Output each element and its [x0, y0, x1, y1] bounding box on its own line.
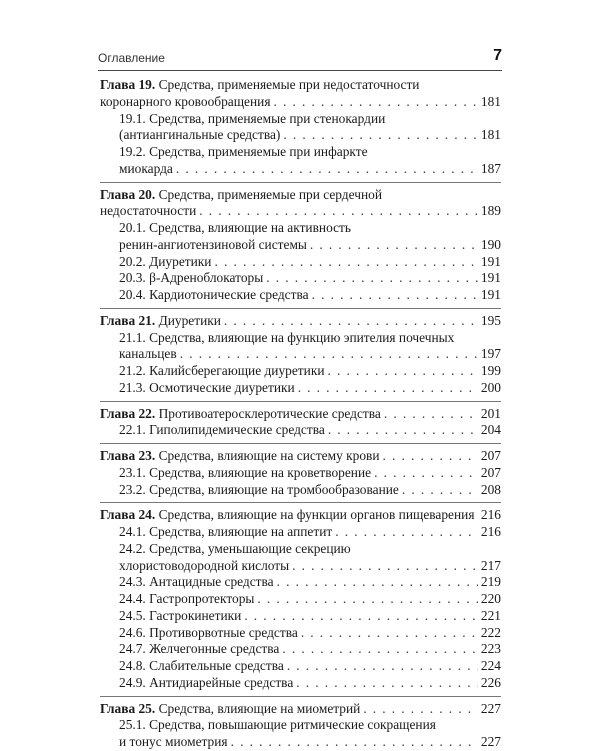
- section-title: 24.4. Гастропротекторы: [119, 591, 254, 608]
- dot-leader: [296, 675, 478, 692]
- page-ref: 200: [481, 380, 501, 397]
- dot-leader: [301, 625, 478, 642]
- chapter-number: Глава 20.: [100, 187, 155, 202]
- page-ref: 189: [481, 203, 501, 220]
- section-title: 21.1. Средства, влияющие на функцию эпителия почечных: [119, 330, 454, 347]
- section-title: 24.6. Противорвотные средства: [119, 625, 298, 642]
- page-ref: 226: [481, 675, 501, 692]
- page-ref: 181: [481, 127, 501, 144]
- page-ref: 223: [481, 641, 501, 658]
- toc-section-24-2[interactable]: [100, 541, 501, 575]
- section-title: 24.2. Средства, уменьшающие секрецию: [119, 541, 351, 558]
- dot-leader: [374, 465, 478, 482]
- section-title: 23.1. Средства, влияющие на кроветворение: [119, 465, 371, 482]
- toc-section-24-7[interactable]: [100, 641, 501, 658]
- dot-leader: [312, 287, 478, 304]
- toc-section-25-1[interactable]: [100, 717, 501, 751]
- dot-leader: [363, 701, 478, 718]
- section-title-cont: ренин-ангиотензиновой системы: [119, 237, 307, 254]
- toc-section-21-3[interactable]: [100, 380, 501, 397]
- section-title-cont: (антиангинальные средства): [119, 127, 280, 144]
- toc-section-24-1[interactable]: [100, 524, 501, 541]
- page-ref: 195: [481, 313, 501, 330]
- page-ref: 199: [481, 363, 501, 380]
- chapter-title: Средства, применяемые при сердечной: [159, 187, 382, 202]
- page-ref: 220: [481, 591, 501, 608]
- page-number: 7: [493, 47, 502, 65]
- page-ref: 191: [481, 254, 501, 271]
- page-ref: 187: [481, 161, 501, 178]
- chapter-number: Глава 23.: [100, 448, 155, 463]
- chapter-number: Глава 22.: [100, 406, 155, 421]
- section-title: 19.2. Средства, применяемые при инфаркте: [119, 144, 368, 161]
- chapter-number: Глава 24.: [100, 507, 155, 522]
- chapter-title-cont: недостаточности: [100, 203, 196, 220]
- section-title: 20.4. Кардиотонические средства: [119, 287, 309, 304]
- page-ref: 227: [481, 734, 501, 751]
- section-title: 20.1. Средства, влияющие на активность: [119, 220, 351, 237]
- page-ref: 224: [481, 658, 501, 675]
- chapter-title: Средства, применяемые при недостаточности: [159, 77, 420, 92]
- chapter-title: Средства, влияющие на функции органов пищеварения: [159, 507, 475, 522]
- section-title: 21.2. Калийсберегающие диуретики: [119, 363, 325, 380]
- dot-leader: [298, 380, 478, 397]
- page-ref: 222: [481, 625, 501, 642]
- toc-section-24-6[interactable]: [100, 625, 501, 642]
- dot-leader: [277, 574, 478, 591]
- dot-leader: [335, 524, 478, 541]
- section-title-cont: миокарда: [119, 161, 173, 178]
- dot-leader: [231, 734, 478, 751]
- chapter-title: Средства, влияющие на миометрий: [159, 701, 361, 716]
- page-ref: 208: [481, 482, 501, 499]
- section-title: 24.1. Средства, влияющие на аппетит: [119, 524, 332, 541]
- chapter-title: Противоатеросклеротические средства: [159, 406, 381, 421]
- toc-section-19-2[interactable]: [100, 144, 501, 178]
- dot-leader: [310, 237, 478, 254]
- section-title: 24.5. Гастрокинетики: [119, 608, 241, 625]
- dot-leader: [283, 127, 478, 144]
- toc-section-23-2[interactable]: [100, 482, 501, 499]
- page-ref: 207: [481, 448, 501, 465]
- toc-chapter-23[interactable]: [100, 448, 501, 465]
- section-title: 24.9. Антидиарейные средства: [119, 675, 293, 692]
- chapter-title-cont: коронарного кровообращения: [100, 94, 271, 111]
- chapter-title: Диуретики: [159, 313, 221, 328]
- chapter-number: Глава 21.: [100, 313, 155, 328]
- section-title: 23.2. Средства, влияющие на тромбообразование: [119, 482, 399, 499]
- page-ref: 191: [481, 287, 501, 304]
- page-ref: 191: [481, 270, 501, 287]
- toc-section-19-1[interactable]: [100, 111, 501, 145]
- chapter-title: Средства, влияющие на систему крови: [159, 448, 380, 463]
- toc-section-24-5[interactable]: [100, 608, 501, 625]
- dot-leader: [176, 161, 478, 178]
- page-ref: 216: [481, 524, 501, 541]
- toc-section-24-4[interactable]: [100, 591, 501, 608]
- page-ref: 181: [481, 94, 501, 111]
- toc-section-20-1[interactable]: [100, 220, 501, 254]
- section-title-cont: канальцев: [119, 346, 177, 363]
- dot-leader: [402, 482, 478, 499]
- running-header-section: Оглавление: [98, 51, 165, 65]
- section-title: 24.3. Антацидные средства: [119, 574, 274, 591]
- page-ref: 204: [481, 422, 501, 439]
- dot-leader: [244, 608, 478, 625]
- toc-section-24-8[interactable]: [100, 658, 501, 675]
- page-ref: 197: [481, 346, 501, 363]
- section-title: 22.1. Гиполипидемические средства: [119, 422, 325, 439]
- toc-section-24-3[interactable]: [100, 574, 501, 591]
- dot-leader: [328, 363, 478, 380]
- dot-leader: [214, 254, 477, 271]
- toc-section-20-3[interactable]: [100, 270, 501, 287]
- toc-chapter-24[interactable]: [100, 507, 501, 524]
- page-ref: 190: [481, 237, 501, 254]
- section-title: 24.7. Желчегонные средства: [119, 641, 279, 658]
- dot-leader: [282, 641, 478, 658]
- dot-leader: [328, 422, 478, 439]
- section-title: 20.2. Диуретики: [119, 254, 211, 271]
- section-title: 24.8. Слабительные средства: [119, 658, 284, 675]
- toc-chapter-20[interactable]: [100, 187, 501, 221]
- page-ref: 221: [481, 608, 501, 625]
- section-title: 25.1. Средства, повышающие ритмические сокращения: [119, 717, 436, 734]
- toc-chapter-25[interactable]: [100, 701, 501, 718]
- table-of-contents: [100, 77, 501, 751]
- section-title: 20.3. β-Адреноблокаторы: [119, 270, 263, 287]
- dot-leader: [292, 558, 478, 575]
- chapter-number: Глава 19.: [100, 77, 155, 92]
- toc-section-20-4[interactable]: [100, 287, 501, 304]
- toc-section-22-1[interactable]: [100, 422, 501, 439]
- section-title-cont: хлористоводородной кислоты: [119, 558, 289, 575]
- dot-leader: [257, 591, 478, 608]
- dot-leader: [180, 346, 478, 363]
- page-ref: 201: [481, 406, 501, 423]
- toc-section-21-2[interactable]: [100, 363, 501, 380]
- toc-chapter-19[interactable]: [100, 77, 501, 111]
- header-rule: [98, 70, 502, 71]
- toc-section-24-9[interactable]: [100, 675, 501, 692]
- dot-leader: [199, 203, 478, 220]
- dot-leader: [224, 313, 478, 330]
- section-title: 21.3. Осмотические диуретики: [119, 380, 295, 397]
- section-title: 19.1. Средства, применяемые при стенокардии: [119, 111, 385, 128]
- page-ref: 219: [481, 574, 501, 591]
- toc-chapter-22[interactable]: [100, 406, 501, 423]
- toc-section-23-1[interactable]: [100, 465, 501, 482]
- dot-leader: [383, 448, 478, 465]
- toc-chapter-21[interactable]: [100, 313, 501, 330]
- toc-section-21-1[interactable]: [100, 330, 501, 364]
- dot-leader: [266, 270, 478, 287]
- page-ref: 207: [481, 465, 501, 482]
- page-ref: 227: [481, 701, 501, 718]
- dot-leader: [274, 94, 478, 111]
- toc-section-20-2[interactable]: [100, 254, 501, 271]
- chapter-number: Глава 25.: [100, 701, 155, 716]
- dot-leader: [384, 406, 478, 423]
- dot-leader: [287, 658, 478, 675]
- page-ref: 216: [481, 507, 501, 524]
- page-ref: 217: [481, 558, 501, 575]
- section-title-cont: и тонус миометрия: [119, 734, 228, 751]
